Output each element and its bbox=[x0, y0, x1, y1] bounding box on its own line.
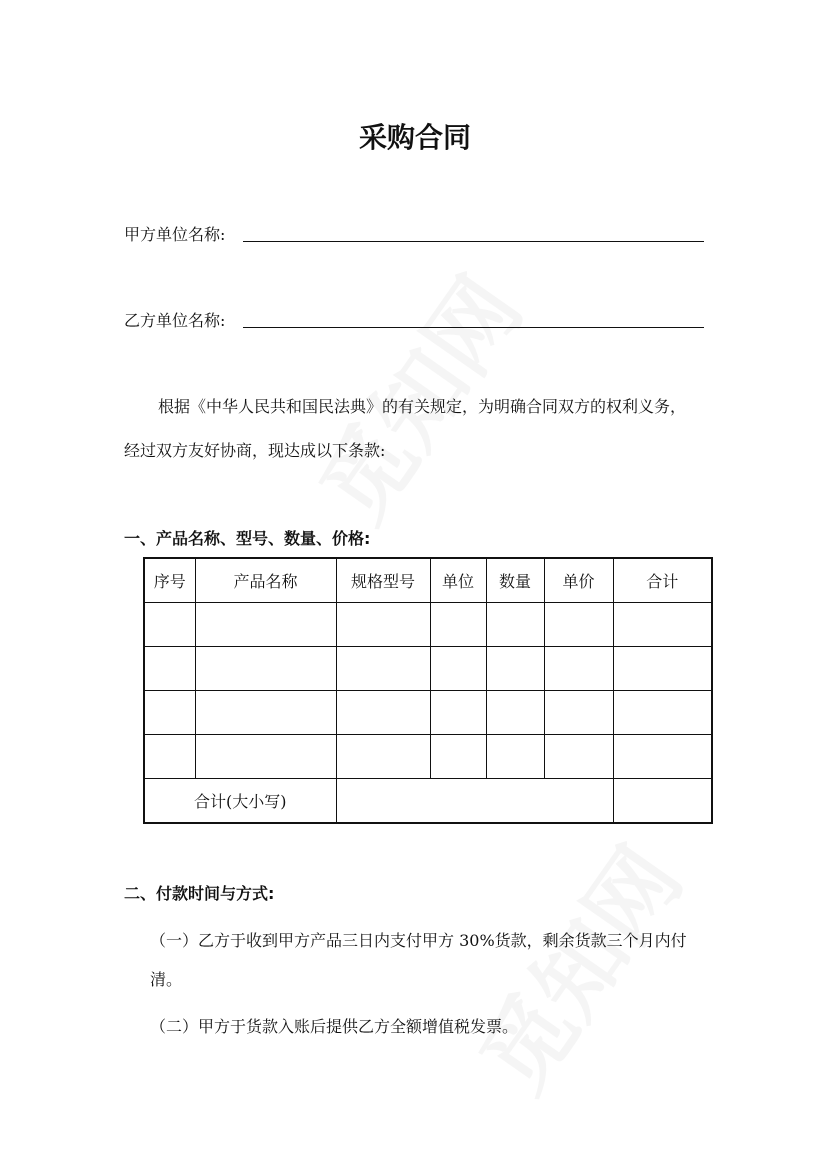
header-cell: 单价 bbox=[544, 558, 613, 603]
payment-item-2: （二）甲方于货款入账后提供乙方全额增值税发票。 bbox=[150, 1017, 519, 1036]
cell[interactable] bbox=[336, 647, 430, 691]
header-cell: 序号 bbox=[144, 558, 195, 603]
cell[interactable] bbox=[430, 735, 486, 779]
cell[interactable] bbox=[144, 691, 195, 735]
cell[interactable] bbox=[544, 735, 613, 779]
party-a-blank[interactable] bbox=[243, 241, 704, 242]
cell[interactable] bbox=[486, 735, 544, 779]
intro-line-1: 根据《中华人民共和国民法典》的有关规定，为明确合同双方的权利义务， bbox=[158, 397, 687, 416]
table-row bbox=[144, 691, 712, 735]
cell[interactable] bbox=[544, 647, 613, 691]
cell[interactable] bbox=[613, 647, 712, 691]
cell[interactable] bbox=[336, 691, 430, 735]
cell[interactable] bbox=[544, 691, 613, 735]
intro-line-2: 经过双方友好协商，现达成以下条款: bbox=[124, 441, 386, 460]
cell[interactable] bbox=[486, 647, 544, 691]
cell[interactable] bbox=[486, 603, 544, 647]
payment-item-1-line-2: 清。 bbox=[150, 970, 183, 989]
cell[interactable] bbox=[613, 603, 712, 647]
table-row bbox=[144, 647, 712, 691]
table-total-row bbox=[144, 779, 712, 824]
section1-heading: 一、产品名称、型号、数量、价格: bbox=[124, 529, 371, 548]
cell[interactable] bbox=[195, 603, 336, 647]
header-cell: 合计 bbox=[613, 558, 712, 603]
total-label: 合计(大小写) bbox=[144, 779, 336, 824]
section2-heading: 二、付款时间与方式: bbox=[124, 884, 275, 903]
table-row bbox=[144, 735, 712, 779]
table-header-row bbox=[144, 558, 712, 603]
payment-item-1-line-1: （一）乙方于收到甲方产品三日内支付甲方 30%货款，剩余货款三个月内付 bbox=[150, 931, 687, 950]
total-amount-cell[interactable] bbox=[613, 779, 712, 824]
cell[interactable] bbox=[144, 647, 195, 691]
cell[interactable] bbox=[144, 603, 195, 647]
party-b-label: 乙方单位名称: bbox=[124, 311, 226, 330]
watermark bbox=[444, 817, 705, 1113]
cell[interactable] bbox=[613, 691, 712, 735]
cell[interactable] bbox=[144, 735, 195, 779]
cell[interactable] bbox=[544, 603, 613, 647]
cell[interactable] bbox=[336, 603, 430, 647]
party-b-blank[interactable] bbox=[243, 327, 704, 328]
cell[interactable] bbox=[430, 603, 486, 647]
header-cell: 数量 bbox=[486, 558, 544, 603]
cell[interactable] bbox=[195, 735, 336, 779]
product-table bbox=[143, 557, 713, 824]
party-a-label: 甲方单位名称: bbox=[124, 225, 226, 244]
total-amount-words-cell[interactable] bbox=[336, 779, 613, 824]
cell[interactable] bbox=[486, 691, 544, 735]
document-title: 采购合同 bbox=[358, 121, 471, 154]
cell[interactable] bbox=[430, 647, 486, 691]
cell[interactable] bbox=[613, 735, 712, 779]
cell[interactable] bbox=[195, 691, 336, 735]
table-row bbox=[144, 603, 712, 647]
header-cell: 单位 bbox=[430, 558, 486, 603]
cell[interactable] bbox=[430, 691, 486, 735]
cell[interactable] bbox=[336, 735, 430, 779]
header-cell: 产品名称 bbox=[195, 558, 336, 603]
cell[interactable] bbox=[195, 647, 336, 691]
header-cell: 规格型号 bbox=[336, 558, 430, 603]
